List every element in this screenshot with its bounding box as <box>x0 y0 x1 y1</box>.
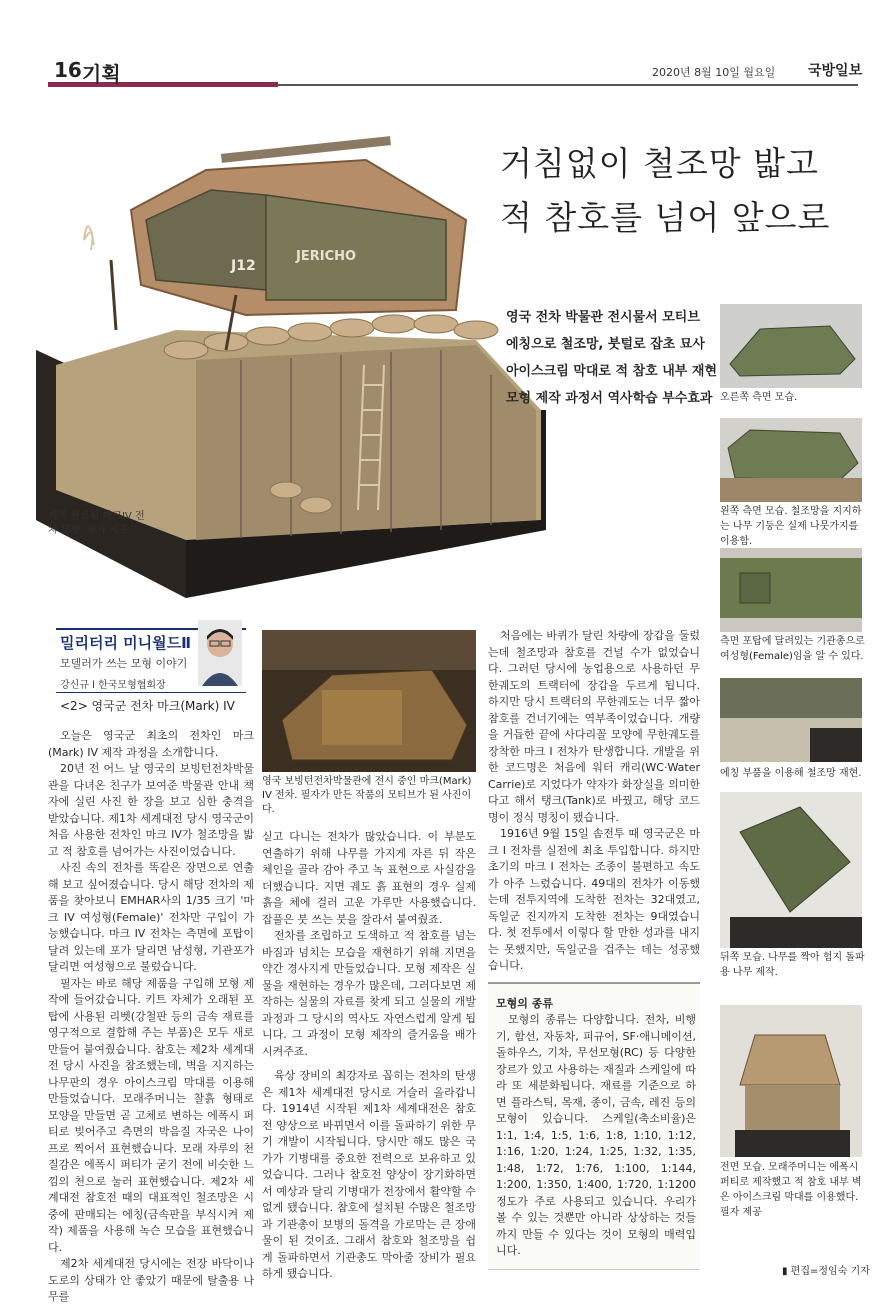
paragraph: 제2차 세계대전 당시에는 전장 바닥이나 도로의 상태가 안 좋았기 때문에 탈출용 나무를 <box>48 1257 254 1303</box>
paragraph: 모형의 종류는 다양합니다. 전차, 비행기, 함선, 자동차, 피규어, SF·애니메이션, 돌하우스, 기차, 무선모형(RC) 등 다양한 장르가 있고 사용하는 재질과 스케일에 따라 또 세분화됩니다. 재료를 기준으로 하면 플라스틱, 목재, 종이, 금속, 레진 등의 모형이 있습니다. 스케일(축소비율)은 1:1, 1:4, 1:5, 1:6, 1:8, 1:10, 1:12, 1:16, 1:20, 1:24, 1:25, 1:32, 1:35, 1:48, 1:72, 1:76, 1:100, 1:144, 1:200, 1:350, 1:400, 1:720, 1:1200 정도가 주로 사용되고 있습니다. 우리가 볼 수 있는 것뿐만 아니라 상상하는 것들까지 만들 수 있다는 것이 모형의 매력입니다. <box>496 1013 696 1257</box>
thumb-caption-5: 뒤쪽 모습. 나무를 짝아 험지 돌파용 나무 제작. <box>720 952 865 978</box>
subhead-4: 모형 제작 과정서 역사학습 부수효과 <box>506 391 713 406</box>
thumb-caption-3: 측면 포탑에 달려있는 기관총으로 여성형(Female)임을 알 수 있다. <box>720 636 865 662</box>
paragraph: 1916년 9월 15일 솜전투 때 영국군은 마크 I 전차를 실전에 최초 투입합니다. 하지만 초기의 마크 I 전차는 조종이 불편하고 속도가 아주 느렸습니다. 49대의 전차가 이동했는데 전투지역에 도착한 전차는 32대였고, 독일군 진지까지 도착한 전차는 9대였습니다. 첫 전투에서 이렇다 할 만한 성과를 내지는 못했지만, 독일군을 겁주는 데는 성공했습니다. <box>488 827 700 972</box>
thumb-caption-4: 에칭 부품을 이용해 철조망 재현. <box>720 768 862 779</box>
column-rule-bottom <box>56 692 246 693</box>
column-author: 강신규 l 한국모형협회장 <box>60 680 166 691</box>
headline-line-2: 적 참호를 넘어 앞으로 <box>500 198 831 237</box>
editor-credit: ▮ 편집=정임숙 기자 <box>782 1266 870 1277</box>
paragraph: 싣고 다니는 전차가 많았습니다. 이 부분도 연출하기 위해 나무를 가지게 자른 뒤 작은 체인을 골라 감아 주고 녹 표현으로 사실감을 더했습니다. 지면 궤도 흙 표현의 경우 실제 흙을 체에 걸러 고운 가루만 사용했습니다. 잡풀은 붓 쓰는 붓을 잘라서 붙여줬죠. <box>262 830 476 926</box>
subhead-1: 영국 전차 박물관 전시물서 모티브 <box>506 310 700 325</box>
author-avatar <box>198 620 242 686</box>
paragraph: 20년 전 어느 날 영국의 보빙턴전차박물관을 다녀온 친구가 보여준 박물관 안내 책자에 실린 사진 한 장을 보고 심한 충격을 받았습니다. 제1차 세계대전 당시 영국군이 처음 사용한 전차인 마크 IV가 철조망을 밟고 적 참호를 넘어가는 사진이었습니다. <box>48 762 254 858</box>
paragraph: 오늘은 영국군 최초의 전차인 마크(Mark) IV 제작 과정을 소개합니다. <box>48 729 254 759</box>
thumb-side-turret <box>720 548 862 632</box>
article-column-2 <box>262 829 476 1283</box>
box-body <box>496 1012 696 1260</box>
episode-title: <2> 영국군 전차 마크(Mark) IV <box>60 699 235 713</box>
paragraph: 필자는 바로 해당 제품을 구입해 모형 제작에 들어갔습니다. 키트 자체가 오래된 포탑에 사용된 리벳(강철판 등의 금속 재료를 영구적으로 결합해 주는 부품)은 모두 새로 만들어 붙여줬습니다. 참호는 제2차 세계대전 당시 사진을 참조했는데, 벽을 지지하는 나무판의 경우 아이스크림 막대를 이용해 만들었습니다. 모래주머니는 찰흙 형태로 모양을 만들면 곧 고체로 변하는 에폭시 퍼티로 빚어주고 측면의 박음질 자국은 나이프로 찍어서 표현했습니다. 모래 자루의 천 질감은 에폭시 퍼티가 굳기 전에 비슷한 느낌의 천으로 눌러 표현했습니다. 제2차 세계대전 참호전 때의 대표적인 철조망은 시중에 판매되는 에칭(금속판을 부식시켜 제작) 제품을 사용해 녹슨 모습을 표현했습니다. <box>48 976 254 1254</box>
svg-text:JERICHO: JERICHO <box>296 249 357 264</box>
page-number: 16 <box>54 58 82 82</box>
thumb-barbed-wire <box>720 678 862 762</box>
mark-iv-tank-model <box>131 136 466 315</box>
trench-wall <box>196 345 536 540</box>
subhead-3: 아이스크림 막대로 적 참호 내부 재현 <box>506 364 717 379</box>
paragraph: 사진 속의 전차를 똑같은 장면으로 연출해 보고 싶어졌습니다. 당시 해당 전차의 제품을 찾아보니 EMHAR사의 1/35 크기 '마크 IV 여성형(Female)' 전차만 구입이 가능했습니다. 마크 IV 전차는 측면에 포탑이 달려 있는데 포가 달리면 남성형, 기관포가 달리면 여성형으로 불렀습니다. <box>48 861 254 973</box>
thumb-left-side <box>720 418 862 502</box>
thumb-caption-2: 왼쪽 측면 모습. 철조망을 지지하는 나무 기둥은 실제 나뭇가지를 이용함. <box>720 506 862 547</box>
museum-photo-caption: 영국 보빙턴전차박물관에 전시 중인 마크(Mark) IV 전차. 필자가 만든 작품의 모티브가 된 사진이다. <box>262 776 472 815</box>
subhead-2: 에칭으로 철조망, 붓털로 잡초 묘사 <box>506 337 705 352</box>
box-title: 모형의 종류 <box>496 997 553 1010</box>
thumb-front-view <box>720 1005 862 1157</box>
column-title: 밀리터리 미니월드Ⅱ <box>60 634 192 652</box>
article-column-1 <box>48 728 254 1306</box>
main-photo-caption: 제작 완료된 마크IV 전차 모형. 필자 제공 <box>48 511 145 536</box>
paragraph: 육상 장비의 최강자로 꼽히는 전차의 탄생은 제1차 세계대전 당시로 거슬러 올라갑니다. 1914년 시작된 제1차 세계대전은 참호전 양상으로 바뀌면서 이를 돌파하기 위한 무기 개발이 시작됩니다. 당시만 해도 많은 국가가 기병대를 중요한 전력으로 보유하고 있었습니다. 그러나 참호전 양상이 장기화하면서 예상과 달리 기병대가 전장에서 활약할 수 없게 됐습니다. 참호에 설치된 수많은 철조망과 기관총이 보병의 돌격을 가로막는 큰 장애물이 된 것이죠. 그래서 참호와 철조망을 쉽게 돌파하면서 기관총도 막아줄 장비가 필요하게 됐습니다. <box>262 1069 476 1280</box>
museum-tank-photo <box>262 630 476 772</box>
article-column-3 <box>488 628 700 975</box>
thumb-caption-6: 전면 모습. 모래주머니는 에폭시 퍼티로 제작했고 적 참호 내부 벽은 아이스크림 막대를 이용했다. 필자 제공 <box>720 1162 862 1218</box>
newspaper-name: 국방일보 <box>808 63 863 79</box>
headline-line-1: 거침없이 철조망 밟고 <box>500 144 819 183</box>
svg-text:J12: J12 <box>231 258 256 274</box>
thumb-caption-1: 오른쪽 측면 모습. <box>720 392 798 403</box>
thumb-rear-view <box>720 792 862 948</box>
column-subtitle: 모델러가 쓰는 모형 이야기 <box>60 657 188 670</box>
thumb-right-side <box>720 304 862 388</box>
paragraph: 처음에는 바퀴가 달린 차량에 장갑을 둘렀는데 철조망과 참호를 건널 수가 없었습니다. 그러던 당시에 농업용으로 사용하던 무한궤도의 트랙터에 장갑을 두르게 됩니다. 하지만 당시 트랙터의 무한궤도는 너무 짧아 참호를 건너기에는 역부족이었습니다. 개량을 거듭한 끝에 사다리꼴 모양에 무한궤도를 장착한 마크 I 전차가 탄생합니다. 개발을 위한 코드명은 처음에 워터 캐리(WC·Water Carrie)로 지었다가 약자가 화장실을 의미한다고 해서 탱크(Tank)로 바꿨고, 해당 코드명이 정식 명칭이 됐습니다. <box>488 629 700 824</box>
issue-date: 2020년 8월 10일 월요일 <box>652 66 776 79</box>
paragraph: 전차를 조립하고 도색하고 적 참호를 넘는 바짐과 넘치는 모습을 재현하기 위해 지면을 약간 경사지게 만들었습니다. 모형 제작은 실물을 재현하는 경우가 많은데, 그러다보면 제작하는 실물의 자료를 찾게 되고 실물의 개발 과정과 그 당시의 역사도 자연스럽게 알게 됩니다. 그 과정이 모형 제작의 즐거움을 배가시켜주죠. <box>262 929 476 1058</box>
section-title: 기획 <box>82 62 121 86</box>
